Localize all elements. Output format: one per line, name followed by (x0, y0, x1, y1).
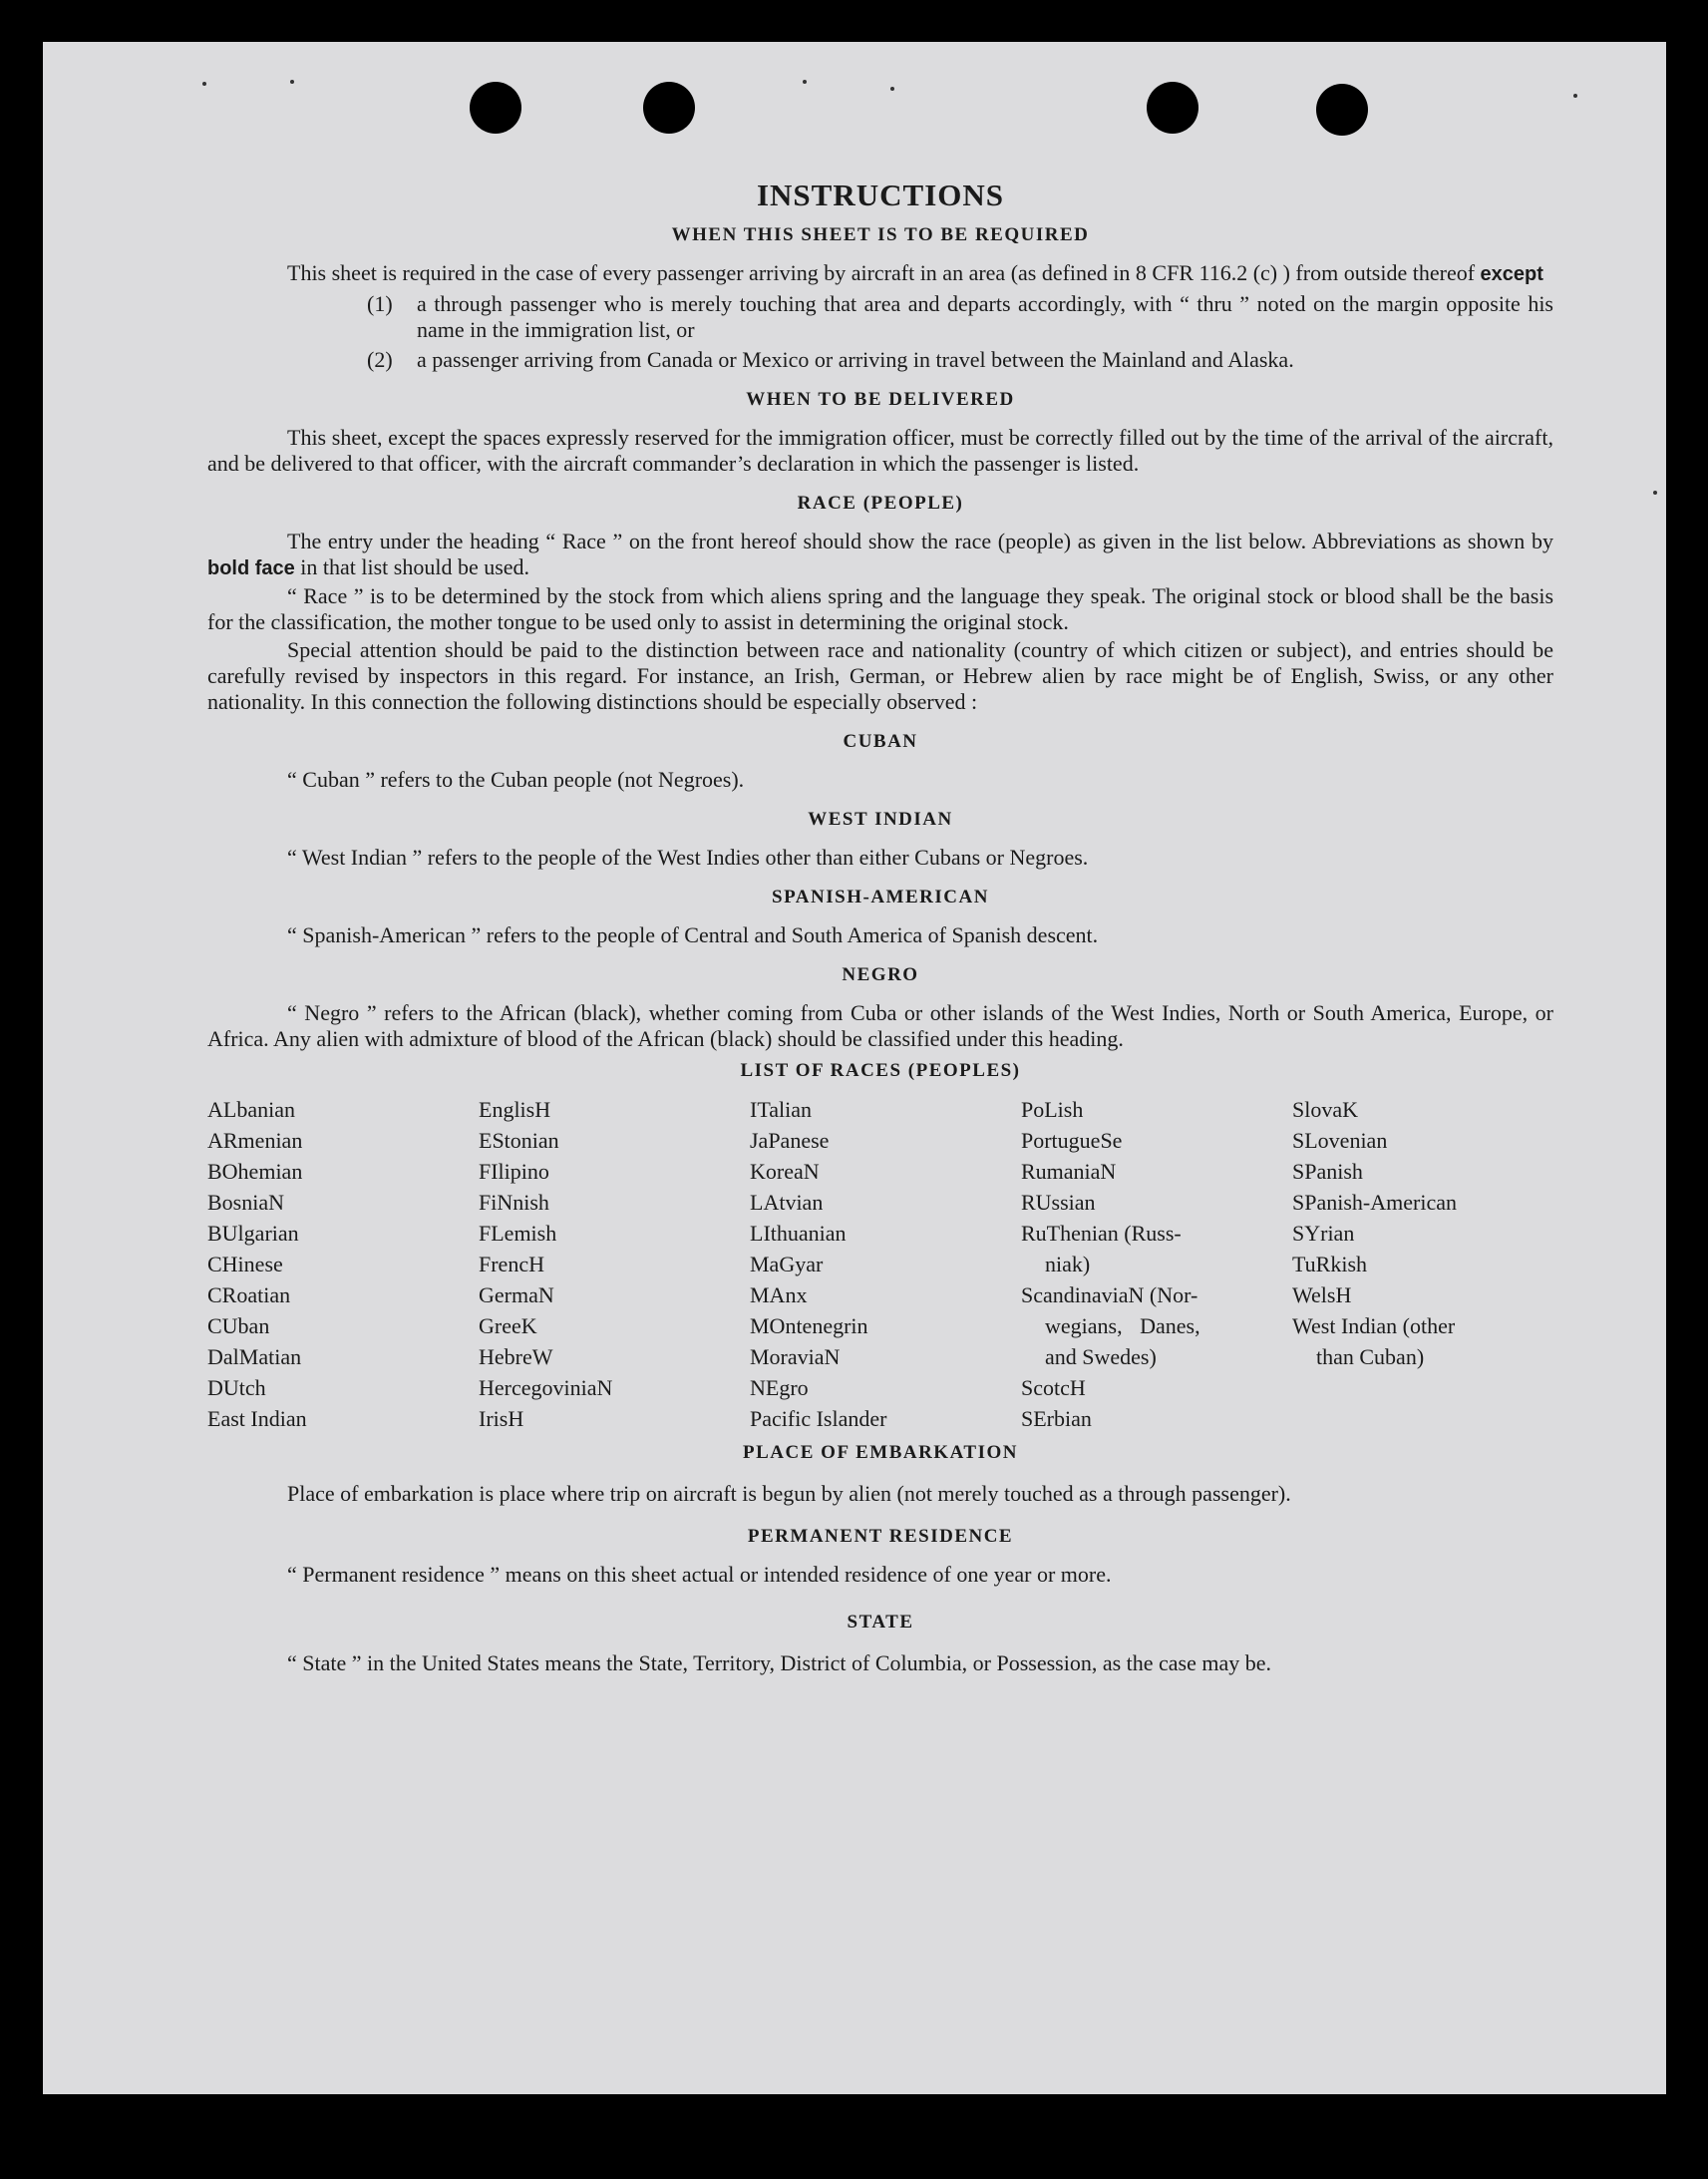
punch-hole (643, 82, 695, 134)
race-entry-text: The entry under the heading “ Race ” on the front hereof should show the race (people) as given in the list below. Abbreviations as shown by (287, 529, 1553, 553)
heading-cuban: CUBAN (843, 731, 918, 752)
race-entry: EStonian (479, 1128, 559, 1153)
punch-hole (1316, 84, 1368, 136)
race-entry: ScandinaviaN (Nor- (1021, 1282, 1198, 1307)
race-entry: PoLish (1021, 1097, 1084, 1122)
race-entry: FLemish (479, 1221, 557, 1246)
exception-item (367, 347, 1553, 373)
heading-negro: NEGRO (842, 964, 919, 985)
race-entry: SPanish (1292, 1159, 1363, 1184)
races-list (207, 1094, 1553, 1434)
page-title: INSTRUCTIONS (756, 178, 1004, 212)
race-entry: SlovaK (1292, 1097, 1358, 1122)
heading-list-of-races: LIST OF RACES (PEOPLES) (740, 1060, 1021, 1081)
paragraph-embarkation: Place of embarkation is place where trip on aircraft is begun by alien (not merely touched as a through passenger). (287, 1481, 1291, 1506)
paragraph-spanish-american: “ Spanish-American ” refers to the people of Central and South America of Spanish descent. (287, 922, 1099, 947)
race-entry: TuRkish (1292, 1252, 1368, 1276)
heading-west-indian: WEST INDIAN (808, 809, 953, 830)
punch-hole (1147, 82, 1198, 134)
race-entry: MAnx (750, 1282, 808, 1307)
paragraph-when-delivered: This sheet, except the spaces expressly reserved for the immigration officer, must be correctly filled out by the time of the arrival of the aircraft, and be delivered to that officer, with the aircraft commander’s declaration in which the passenger is listed. (207, 425, 1553, 476)
race-entry: MaGyar (750, 1252, 824, 1276)
paragraph-state: “ State ” in the United States means the State, Territory, District of Columbia, or Possession, as the case may be. (287, 1650, 1272, 1675)
race-entry: GermaN (479, 1282, 554, 1307)
paragraph-when-required (207, 260, 1553, 287)
instructions-body (207, 177, 1553, 1681)
race-entry: JaPanese (750, 1128, 830, 1153)
race-entry: LIthuanian (750, 1221, 847, 1246)
race-entry: LAtvian (750, 1190, 824, 1215)
heading-state: STATE (847, 1612, 914, 1633)
race-entry-text-end: in that list should be used. (300, 554, 530, 579)
races-column-5 (1292, 1094, 1553, 1434)
race-entry: FrencH (479, 1252, 544, 1276)
paper-speck (803, 80, 807, 84)
race-entry: ARmenian (207, 1128, 303, 1153)
when-required-text: This sheet is required in the case of every passenger arriving by aircraft in an area (as defined in 8 CFR 116.2 (c) ) from outside thereof (287, 260, 1476, 285)
races-column-3 (750, 1094, 1021, 1434)
exception-item (367, 291, 1553, 343)
race-entry: SYrian (1292, 1221, 1355, 1246)
punch-hole (470, 82, 521, 134)
paragraph-residence: “ Permanent residence ” means on this sheet actual or intended residence of one year or more. (287, 1562, 1112, 1587)
race-entry-continued: and Swedes) (1045, 1344, 1157, 1369)
paper-speck (1653, 491, 1657, 495)
race-entry: BosniaN (207, 1190, 284, 1215)
paper-speck (290, 80, 294, 84)
race-entry: HercegoviniaN (479, 1375, 613, 1400)
race-entry: FIlipino (479, 1159, 549, 1184)
heading-residence: PERMANENT RESIDENCE (747, 1526, 1014, 1547)
race-entry: RUssian (1021, 1190, 1096, 1215)
race-entry: East Indian (207, 1406, 307, 1431)
bold-face-text: bold face (207, 557, 295, 579)
paragraph-race-definition: “ Race ” is to be determined by the stock from which aliens spring and the language they speak. The original stock or blood shall be the basis for the classification, the mother tongue to be used only to assist in determining the original stock. (207, 583, 1553, 634)
paragraph-negro: “ Negro ” refers to the African (black), whether coming from Cuba or other islands of the West Indies, North or South America, Europe, or Africa. Any alien with admixture of blood of the African (black) should be classified under this heading. (207, 1000, 1553, 1051)
race-entry: SLovenian (1292, 1128, 1388, 1153)
heading-embarkation: PLACE OF EMBARKATION (743, 1442, 1018, 1463)
race-entry: DUtch (207, 1375, 266, 1400)
race-entry: CRoatian (207, 1282, 291, 1307)
except-bold: except (1480, 263, 1543, 285)
race-entry: KoreaN (750, 1159, 820, 1184)
race-entry: DalMatian (207, 1344, 302, 1369)
race-entry: ITalian (750, 1097, 812, 1122)
races-column-1 (207, 1094, 479, 1434)
paper-speck (890, 87, 894, 91)
paper-speck (202, 82, 206, 86)
race-entry-continued: than Cuban) (1316, 1344, 1425, 1369)
paragraph-race-nationality: Special attention should be paid to the distinction between race and nationality (country of which citizen or subject), and entries should be carefully revised by inspectors in this regard. For instance, an Irish, German, or Hebrew alien by race might be of English, Swiss, or any other nationality. In this connection the following distinctions should be especially observed : (207, 637, 1553, 714)
paragraph-race-entry (207, 529, 1553, 581)
race-entry: IrisH (479, 1406, 524, 1431)
race-entry: RumaniaN (1021, 1159, 1117, 1184)
race-entry: NEgro (750, 1375, 809, 1400)
paragraph-west-indian: “ West Indian ” refers to the people of the West Indies other than either Cubans or Negroes. (287, 845, 1089, 870)
paragraph-cuban: “ Cuban ” refers to the Cuban people (not Negroes). (287, 767, 745, 792)
race-entry: West Indian (other (1292, 1313, 1456, 1338)
heading-spanish-american: SPANISH-AMERICAN (772, 887, 989, 908)
race-entry: GreeK (479, 1313, 537, 1338)
race-entry: ScotcH (1021, 1375, 1086, 1400)
race-entry-continued: wegians, Danes, (1045, 1313, 1200, 1338)
races-column-2 (479, 1094, 750, 1434)
heading-when-delivered: WHEN TO BE DELIVERED (746, 389, 1015, 410)
race-entry: CHinese (207, 1252, 283, 1276)
race-entry: BOhemian (207, 1159, 303, 1184)
paper-sheet (43, 42, 1666, 2094)
race-entry: RuThenian (Russ- (1021, 1221, 1182, 1246)
race-entry: SErbian (1021, 1406, 1092, 1431)
exception-text: a passenger arriving from Canada or Mexico or arriving in travel between the Mainland and Alaska. (417, 347, 1294, 372)
heading-when-required: WHEN THIS SHEET IS TO BE REQUIRED (671, 224, 1090, 245)
race-entry: PortugueSe (1021, 1128, 1123, 1153)
race-entry-continued: niak) (1045, 1252, 1091, 1276)
race-entry: EnglisH (479, 1097, 551, 1122)
race-entry: WelsH (1292, 1282, 1352, 1307)
race-entry: ALbanian (207, 1097, 295, 1122)
race-entry: HebreW (479, 1344, 553, 1369)
race-entry: CUban (207, 1313, 270, 1338)
exception-text: a through passenger who is merely touching that area and departs accordingly, with “ thru ” noted on the margin opposite his name in the immigration list, or (417, 291, 1553, 342)
race-entry: MoraviaN (750, 1344, 841, 1369)
race-entry: Pacific Islander (750, 1406, 887, 1431)
heading-race: RACE (PEOPLE) (797, 493, 964, 514)
race-entry: SPanish-American (1292, 1190, 1457, 1215)
race-entry: MOntenegrin (750, 1313, 868, 1338)
race-entry: FiNnish (479, 1190, 549, 1215)
race-entry: BUlgarian (207, 1221, 299, 1246)
exception-number: (1) (367, 291, 393, 316)
exception-number: (2) (367, 347, 393, 372)
paper-speck (1573, 94, 1577, 98)
races-column-4 (1021, 1094, 1292, 1434)
